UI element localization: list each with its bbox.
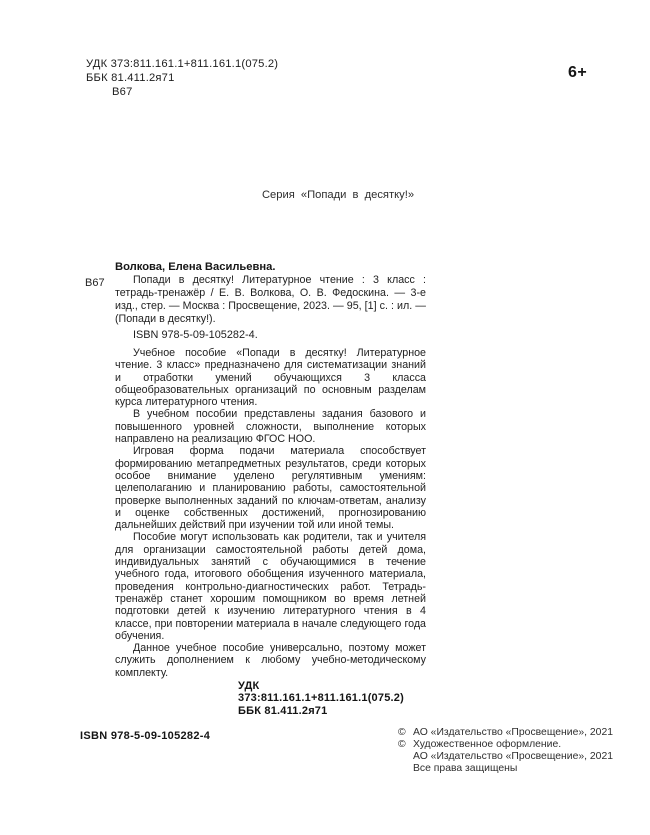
copyright-text: Все права защищены [413, 762, 518, 774]
copyright-symbol [398, 751, 413, 763]
annotation-paragraph: Пособие могут использовать как родители, так и учителя для организации самостоятельной работы детей дома, индивидуальных занятий с обучающимися в течение учебного года, итогового обобщения изученного материала, проведения контрольно-диагностических работ. Тетрадь-тренажёр станет хорошим помощником во время летней подготовки детей к изучению литературного чтения в 4 классе, при повторении материала в начале следующего года обучения. [115, 531, 426, 642]
copyright-symbol: © [398, 738, 406, 750]
annotation-text [115, 347, 426, 679]
copyright-text: Художественное оформление. [413, 738, 562, 750]
annotation-paragraph: Игровая форма подачи материала способствует формированию метапредметных результатов, среди которых особое внимание уделено регулятивным умениям: целеполаганию и планированию работы, самостоятельной проверке выполненных заданий по ключам-ответам, анализу и оценке собственных достижений, прогнозированию дальнейших действий при изучении той или иной темы. [115, 445, 426, 532]
annotation-paragraph: Данное учебное пособие универсально, поэтому может служить дополнением к любому учебно-методическому комплекту. [115, 642, 426, 679]
udk-code: УДК 373:811.161.1+811.161.1(075.2) [86, 58, 279, 70]
copyright-text: АО «Издательство «Просвещение», 2021 [413, 750, 614, 762]
series-title: Серия «Попади в десятку!» [261, 189, 415, 201]
copyright-symbol [398, 763, 413, 775]
bbk-code-bold: ББК 81.411.2я71 [238, 704, 328, 717]
bibliographic-description: Попади в десятку! Литературное чтение : 3 класс : тетрадь-тренажёр / Е. В. Волкова, О. В. Федоскина. — 3-е изд., стер. — Москва : Просвещение, 2023. — 95, [1] с. : ил. — (Попади в десятку!). [115, 274, 426, 325]
copyright-symbol: © [398, 727, 406, 738]
bottom-bibliographic-codes [238, 680, 426, 717]
udk-code-bold: УДК 373:811.161.1+811.161.1(075.2) [238, 680, 404, 705]
author-name: Волкова, Елена Васильевна. [115, 261, 276, 273]
footer-isbn: ISBN 978-5-09-105282-4 [80, 730, 211, 742]
copyright-block [398, 727, 613, 775]
copyright-line [398, 763, 613, 775]
bbk-code: ББК 81.411.2я71 [86, 72, 175, 84]
copyright-line [398, 739, 613, 751]
annotation-paragraph: Учебное пособие «Попади в десятку! Литературное чтение. 3 класс» предназначено для систематизации знаний и отработки умений обучающихся 3 класса общеобразовательных организаций по основным разделам курса литературного чтения. [115, 347, 426, 409]
annotation-paragraph: В учебном пособии представлены задания базового и повышенного уровней сложности, выполнение которых направлено на реализацию ФГОС НОО. [115, 408, 426, 446]
age-rating-badge: 6+ [568, 64, 588, 81]
catalog-annotation-block [85, 261, 426, 717]
margin-author-code: В67 [85, 277, 105, 289]
copyright-line [398, 751, 613, 763]
isbn-catalog-line: ISBN 978-5-09-105282-4. [133, 329, 258, 341]
copyright-text: АО «Издательство «Просвещение», 2021 [413, 727, 614, 738]
author-sign-code: В67 [112, 86, 133, 98]
copyright-line [398, 727, 613, 739]
top-bibliographic-codes [86, 57, 278, 99]
